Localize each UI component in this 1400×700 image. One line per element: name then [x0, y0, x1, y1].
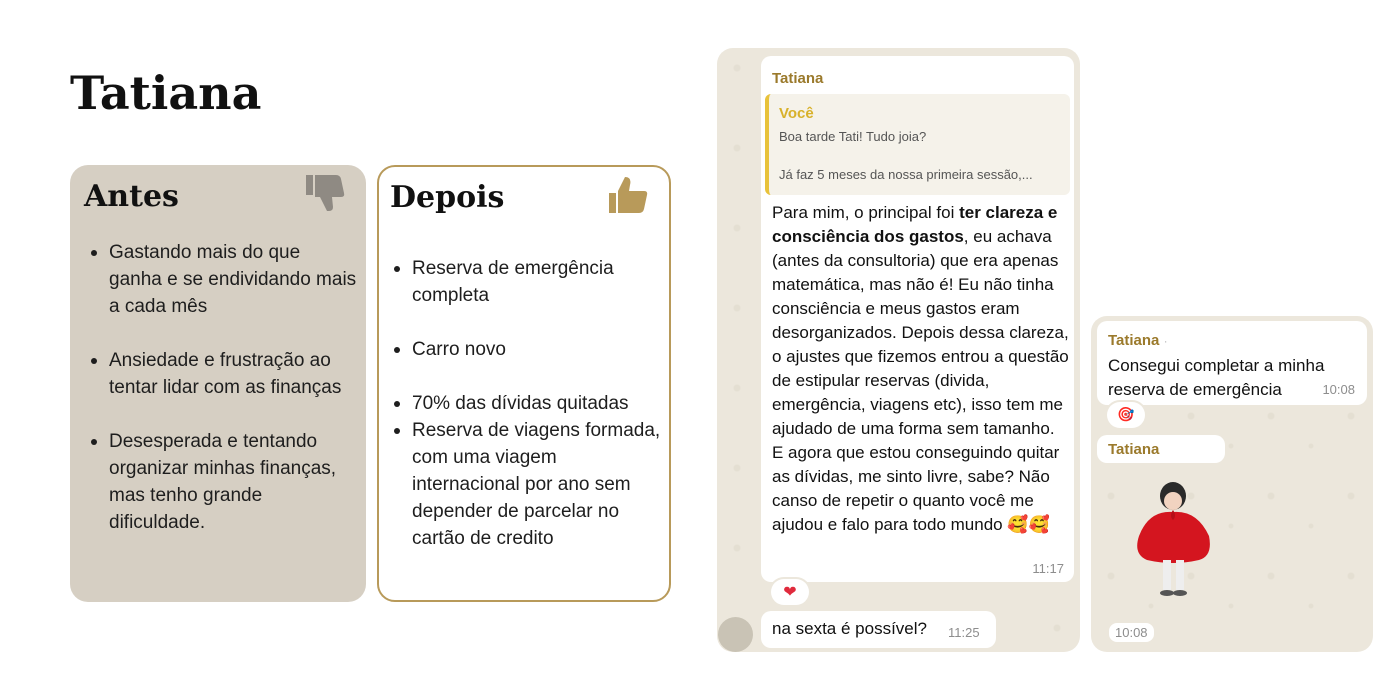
message-time: 10:08	[1322, 382, 1355, 397]
message-time: 11:25	[948, 625, 980, 640]
depois-card	[377, 165, 671, 602]
message-bubble	[1097, 321, 1367, 405]
list-item: Desesperada e tentando organizar minhas finanças, mas tenho grande dificuldade.	[87, 428, 357, 536]
message-text	[772, 201, 1070, 537]
message-text-part: , eu achava (antes da consultoria) que era apenas matemática, mas não é! Eu não tinha consciência e meus gastos eram desorganizados. Depois dessa clareza, o ajustes que fizemos entrou a questão de estipular reservas (divida, emergência, viagens etc), isso tem me ajudado de uma forma sem tamanho. E agora que estou conseguindo quitar as dívidas, me sinto livre, sabe? Não canso de repetir o quanto você me ajudou e falo para todo mundo 🥰🥰	[772, 227, 1069, 534]
sender-suffix: ·	[1163, 334, 1168, 348]
sender-name: Tatiana	[1108, 441, 1160, 458]
thumbs-up-icon	[609, 175, 649, 215]
quoted-message[interactable]	[765, 94, 1070, 195]
antes-heading: Antes	[84, 179, 179, 214]
depois-list	[390, 255, 662, 552]
target-reaction-icon[interactable]: 🎯	[1107, 402, 1145, 428]
heart-reaction-icon[interactable]: ❤	[771, 579, 809, 605]
list-item: 70% das dívidas quitadas	[390, 390, 662, 417]
message-bubble	[1097, 435, 1225, 463]
quote-text: Já faz 5 meses da nossa primeira sessão,...	[779, 167, 1033, 182]
sticker-girl-red-dress-icon[interactable]	[1129, 474, 1219, 604]
antes-card	[70, 165, 366, 602]
list-item: Ansiedade e frustração ao tentar lidar com as finanças	[87, 347, 357, 401]
message-time: 11:17	[1032, 561, 1064, 576]
thumbs-down-icon	[306, 173, 346, 213]
message-bubble	[761, 56, 1074, 582]
antes-list	[87, 239, 357, 563]
message-text-part: Para mim, o principal foi	[772, 203, 960, 222]
list-item: Reserva de emergência completa	[390, 255, 662, 309]
list-item: Reserva de viagens formada, com uma viagem internacional por ano sem depender de parcelar no cartão de credito	[390, 417, 662, 552]
quote-text: Boa tarde Tati! Tudo joia?	[779, 129, 927, 144]
list-item: Gastando mais do que ganha e se endividando mais a cada mês	[87, 239, 357, 320]
list-item: Carro novo	[390, 336, 662, 363]
chat-screenshot-right	[1091, 316, 1373, 652]
sender-name	[1108, 332, 1168, 349]
message-text: Consegui completar a minha reserva de emergência	[1108, 356, 1325, 399]
depois-heading: Depois	[390, 180, 505, 215]
avatar[interactable]	[718, 617, 753, 652]
sticker-time: 10:08	[1109, 623, 1154, 642]
page-title: Tatiana	[70, 66, 262, 120]
chat-screenshot-left	[717, 48, 1080, 652]
quote-author: Você	[779, 105, 814, 122]
message-text-bold: ter clareza e consciência dos gastos	[772, 203, 1058, 246]
message-text: na sexta é possível?	[772, 619, 927, 638]
sender-name: Tatiana	[772, 70, 824, 87]
reply-bubble	[761, 611, 996, 648]
sender-name-text: Tatiana	[1108, 332, 1160, 349]
